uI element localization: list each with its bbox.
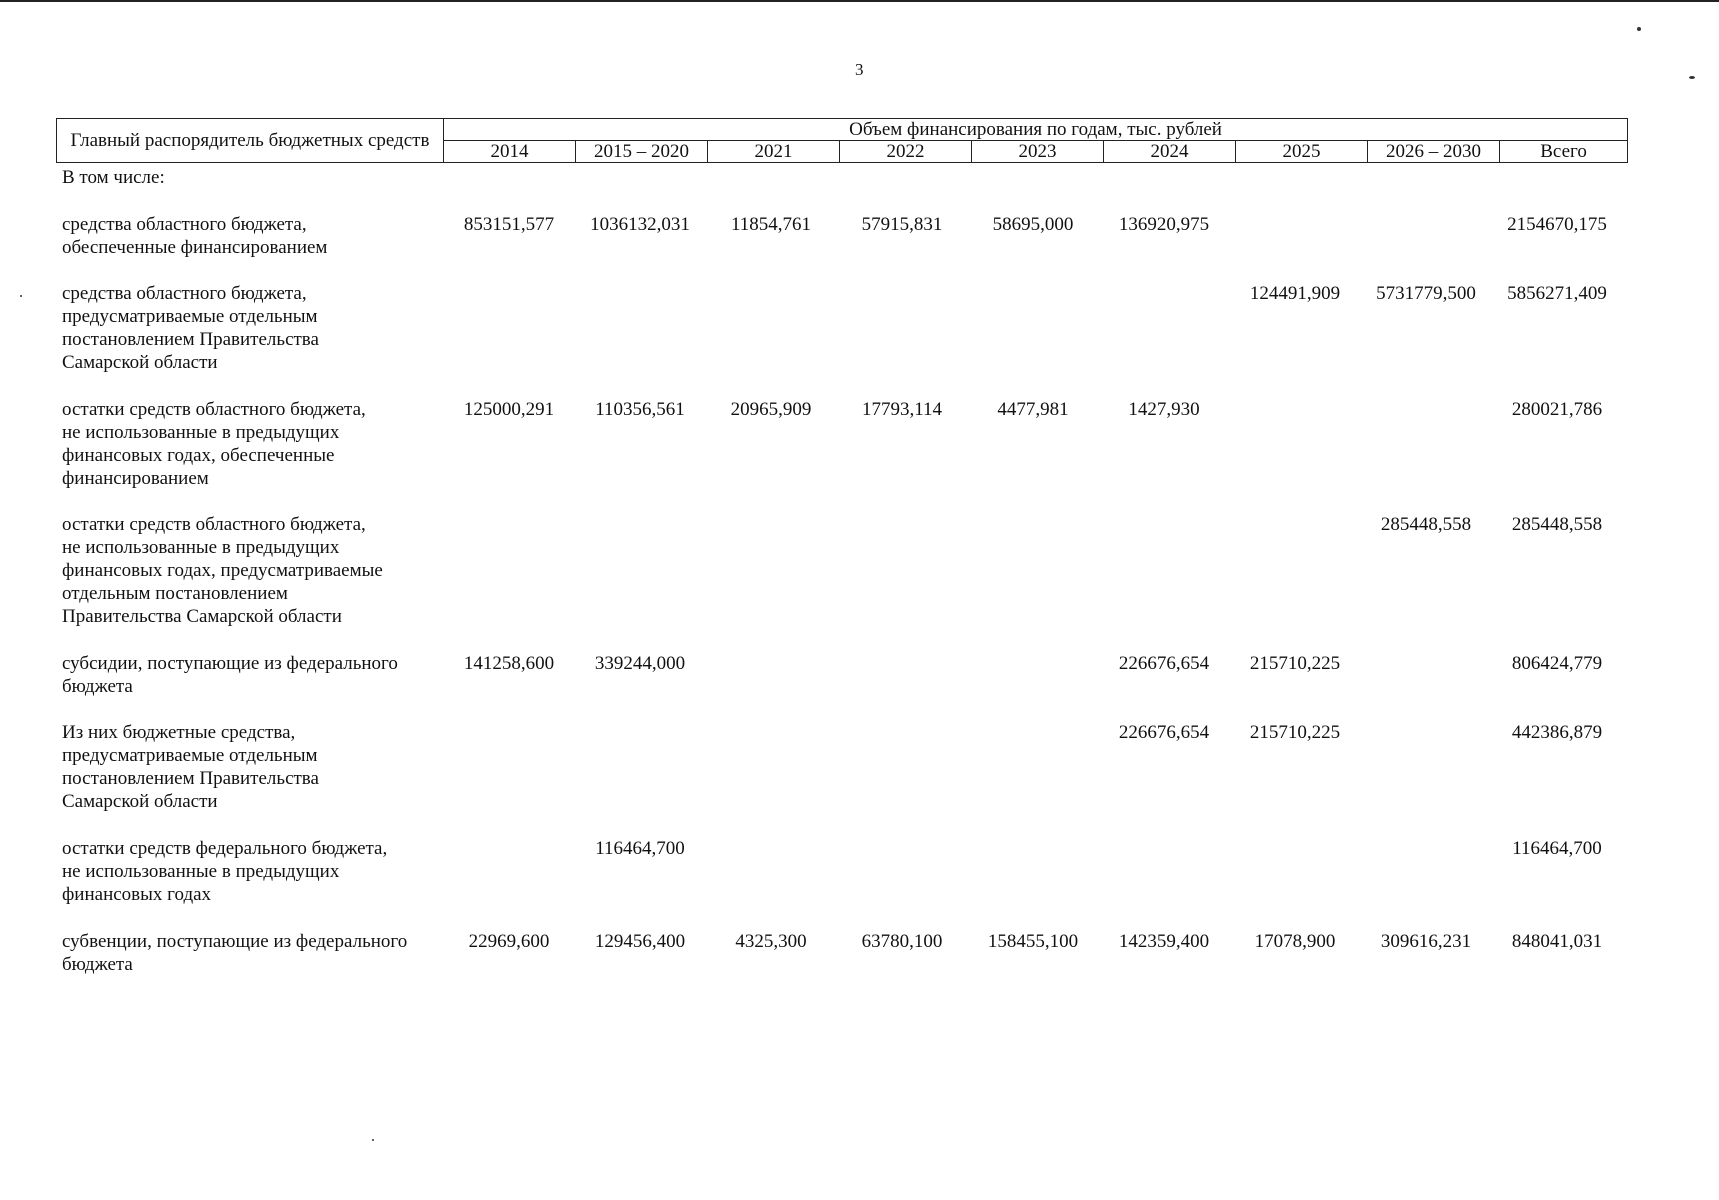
row-label: остатки средств федерального бюджета, не использованные в предыдущих финансовых годах [62,838,388,905]
value-cell: 129456,400 [594,931,686,952]
total-cell: 116464,700 [1512,838,1602,859]
value-cell: 63780,100 [861,931,943,952]
header-table [56,118,1628,163]
total-cell: 848041,031 [1511,931,1603,952]
value-cell: 226676,654 [1118,722,1210,743]
scan-speck [20,295,22,297]
value-cell: 1036132,031 [590,214,690,235]
value-cell: 215710,225 [1249,722,1341,743]
column-header-year: 2021 [708,141,840,163]
value-cell: 22969,600 [468,931,550,952]
total-cell: 5856271,409 [1507,283,1607,304]
value-cell: 158455,100 [987,931,1079,952]
value-cell: 124491,909 [1249,283,1341,304]
column-header-year: 2022 [840,141,972,163]
page-number: 3 [855,60,864,79]
value-cell: 215710,225 [1249,653,1341,674]
column-header-year: 2023 [972,141,1104,163]
column-header-funding-volume: Объем финансирования по годам, тыс. рублей [444,119,1628,141]
row-label: остатки средств областного бюджета, не использованные в предыдущих финансовых годах, предусматриваемые отдельным постановлением Правительства Самарской области [62,514,383,627]
row-label: средства областного бюджета, обеспеченные финансированием [62,214,328,258]
section-title: В том числе: [62,167,165,188]
total-cell: 806424,779 [1511,653,1603,674]
column-header-total: Всего [1500,141,1628,163]
column-header-year: 2024 [1104,141,1236,163]
scan-speck [1689,76,1695,79]
value-cell: 125000,291 [463,399,555,420]
column-header-budget-manager: Главный распорядитель бюджетных средств [57,119,444,163]
value-cell: 5731779,500 [1376,283,1476,304]
value-cell: 17793,114 [861,399,943,420]
value-cell: 226676,654 [1118,653,1210,674]
value-cell: 4325,300 [735,931,807,952]
value-cell: 285448,558 [1380,514,1472,535]
scan-speck [372,1139,374,1141]
column-header-year: 2026 – 2030 [1368,141,1500,163]
value-cell: 339244,000 [594,653,686,674]
value-cell: 58695,000 [992,214,1074,235]
row-label: субвенции, поступающие из федерального бюджета [62,931,408,975]
value-cell: 1427,930 [1128,399,1200,420]
value-cell: 142359,400 [1118,931,1210,952]
column-header-year: 2014 [444,141,576,163]
row-label: Из них бюджетные средства, предусматриваемые отдельным постановлением Правительства Самарской области [62,722,319,812]
value-cell: 17078,900 [1254,931,1336,952]
total-cell: 2154670,175 [1507,214,1607,235]
scan-speck [1637,27,1641,31]
value-cell: 20965,909 [730,399,812,420]
top-border-line [0,0,1719,2]
value-cell: 110356,561 [595,399,685,420]
total-cell: 280021,786 [1511,399,1603,420]
row-label: остатки средств областного бюджета, не использованные в предыдущих финансовых годах, обеспеченные финансированием [62,399,366,489]
value-cell: 4477,981 [997,399,1069,420]
value-cell: 309616,231 [1380,931,1472,952]
column-header-year: 2015 – 2020 [576,141,708,163]
total-cell: 285448,558 [1511,514,1603,535]
value-cell: 116464,700 [595,838,685,859]
value-cell: 57915,831 [861,214,943,235]
column-header-year: 2025 [1236,141,1368,163]
value-cell: 853151,577 [463,214,555,235]
value-cell: 141258,600 [463,653,555,674]
row-label: средства областного бюджета, предусматриваемые отдельным постановлением Правительства Самарской области [62,283,319,373]
value-cell: 11854,761 [730,214,812,235]
total-cell: 442386,879 [1511,722,1603,743]
value-cell: 136920,975 [1118,214,1210,235]
row-label: субсидии, поступающие из федерального бюджета [62,653,398,697]
